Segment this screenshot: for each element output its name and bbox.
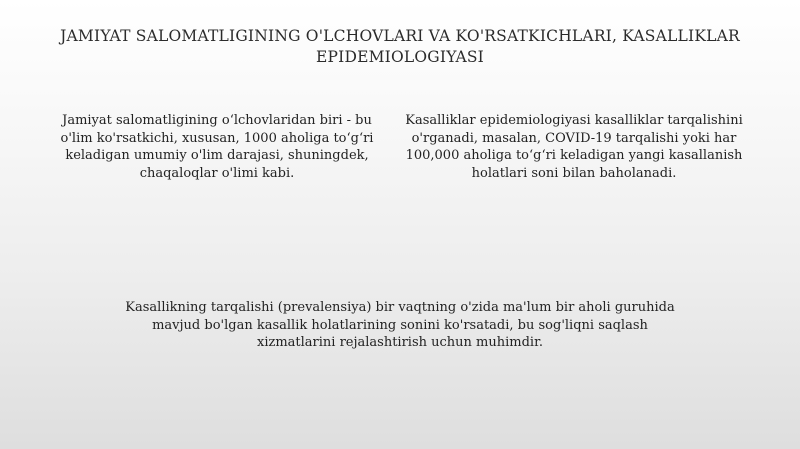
right-text-block: Kasalliklar epidemiologiyasi kasalliklar tarqalishini o'rganadi, masalan, COVID-19 tarqalishi yoki har 100,000 aholiga to‘g‘ri keladigan yangi kasallanish holatlari soni bilan baholanadi.: [405, 113, 743, 181]
bottom-text-block: Kasallikning tarqalishi (prevalensiya) bir vaqtning o'zida ma'lum bir aholi guruhida mavjud bo'lgan kasallik holatlarining sonini ko'rsatadi, bu sog'liqni saqlash xizmatlarini rejalashtirish uchun muhimdir.: [125, 300, 675, 350]
left-text-block: Jamiyat salomatligining o‘lchovlaridan biri - bu o'lim ko'rsatkichi, xususan, 1000 aholiga to‘g‘ri keladigan umumiy o'lim darajasi, shuningdek, chaqaloqlar o'limi kabi.: [60, 113, 374, 181]
slide-title: JAMIYAT SALOMATLIGINING O'LCHOVLARI VA KO'RSATKICHLARI, KASALLIKLAR EPIDEMIOLOGIYASI: [60, 27, 740, 66]
